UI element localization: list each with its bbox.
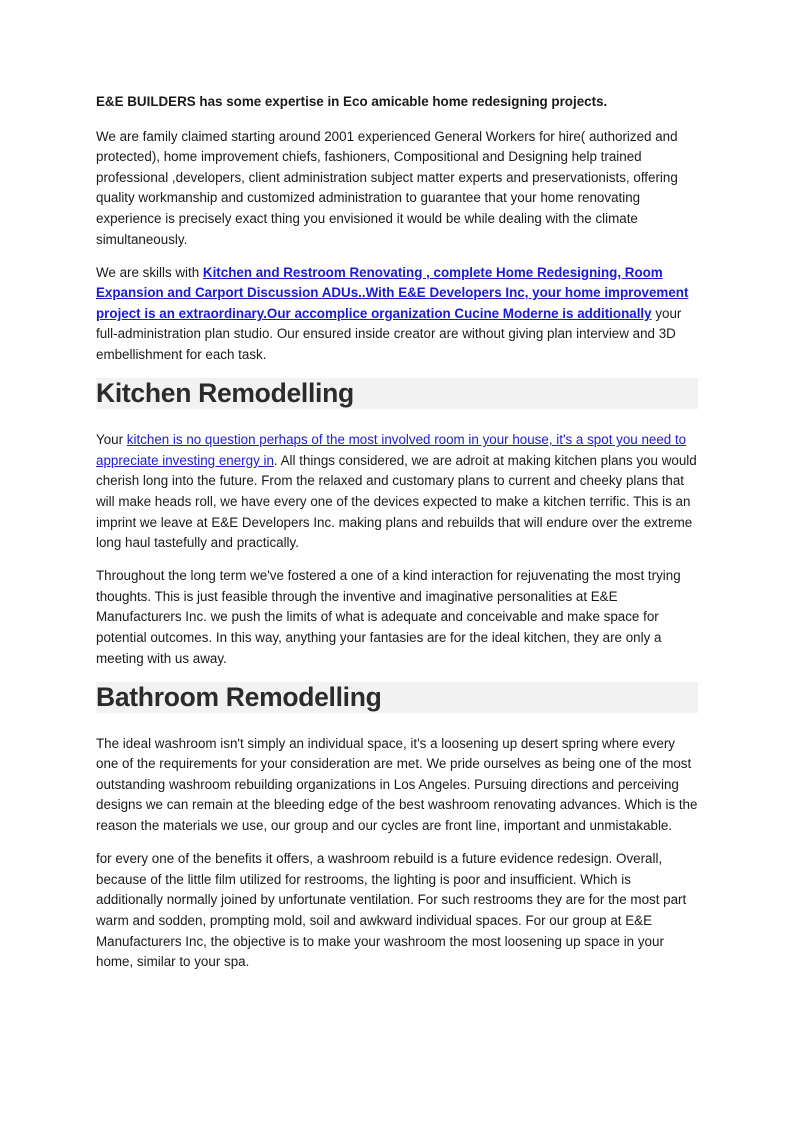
skills-suffix: your full-administration plan studio. Our ensured inside creator are without giving plan interview and 3D embellishment for each task.: [96, 305, 682, 363]
kitchen-paragraph-1: [96, 430, 698, 554]
intro-paragraph: We are family claimed starting around 2001 experienced General Workers for hire( authorized and protected), home improvement chiefs, fashioners, Compositional and Designing help trained professional ,developers, client administration subject matter experts and preservationists, offering quality workmanship and customized administration to guarantee that your home renovating experience is precisely exact thing you envisioned it would be while dealing with the climate simultaneously.: [96, 128, 678, 247]
kitchen-p1-prefix: Your: [96, 432, 127, 448]
skills-prefix: We are skills with: [96, 264, 203, 280]
intro-heading: E&E BUILDERS has some expertise in Eco amicable home redesigning projects.: [96, 94, 608, 109]
kitchen-paragraph-2: Throughout the long term we've fostered a one of a kind interaction for rejuvenating the most trying thoughts. This is just feasible through the inventive and imaginative personalities at E&E Manufacturers Inc. we push the limits of what is adequate and conceivable and make space for potential outcomes. In this way, anything your fantasies are for the ideal kitchen, they are only a meeting with us away.: [96, 568, 681, 666]
skills-link[interactable]: Kitchen and Restroom Renovating , complete Home Redesigning, Room Expansion and Carport Discussion ADUs..With E&E Developers Inc, your home improvement project is an extraordinary.Our accomplice organization Cucine Moderne is additionally: [96, 264, 689, 321]
kitchen-link[interactable]: kitchen is no question perhaps of the most involved room in your house, it's a spot you need to appreciate investing energy in: [96, 432, 687, 468]
bathroom-paragraph-2: for every one of the benefits it offers, a washroom rebuild is a future evidence redesign. Overall, because of the little film utilized for restrooms, the lighting is poor and insufficient. Which is additionally normally joined by unfortunate ventilation. For such restrooms they are for the most part warm and sodden, prompting mold, soil and awkward individual spaces. For our group at E&E Manufacturers Inc, the objective is to make your washroom the most loosening up space in your home, similar to your spa.: [96, 851, 687, 970]
document-page: [96, 92, 698, 985]
bathroom-paragraph-1: The ideal washroom isn't simply an individual space, it's a loosening up desert spring where every one of the requirements for your consideration are met. We pride ourselves as being one of the most outstanding washroom rebuilding organizations in Los Angeles. Pursuing directions and perceiving designs we can remain at the bleeding edge of the best washroom renovating advances. Which is the reason the materials we use, our group and our cycles are front line, important and unmistakable.: [96, 735, 698, 834]
skills-paragraph: [96, 263, 698, 366]
kitchen-p1-suffix: . All things considered, we are adroit at making kitchen plans you would cherish long into the future. From the relaxed and customary plans to current and cheeky plans that will make heads roll, we have every one of the devices expected to make a kitchen terrific. This is an imprint we leave at E&E Developers Inc. making plans and rebuilds that will endure over the extreme long haul tastefully and practically.: [96, 452, 697, 551]
kitchen-heading: Kitchen Remodelling: [96, 378, 698, 409]
bathroom-heading: Bathroom Remodelling: [96, 682, 698, 713]
